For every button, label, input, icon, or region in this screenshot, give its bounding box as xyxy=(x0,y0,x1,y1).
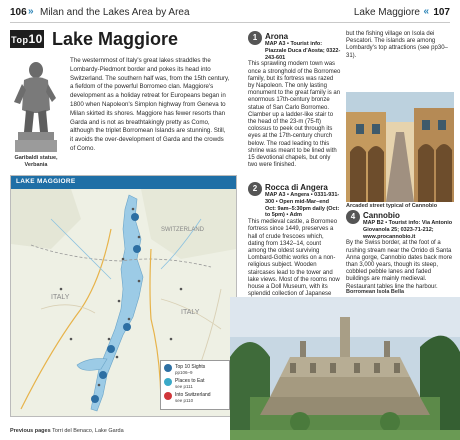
map-label-switzerland: SWITZERLAND xyxy=(161,227,205,233)
garibaldi-statue-image xyxy=(10,58,62,152)
arrow-right-icon: » xyxy=(28,6,34,17)
entry-arona: MAP A3 • Tourist info: Piazzale Duca d'Aosta; 0322-243-601 This sprawling modern town was once a stronghold of the Borromeo family, but its fortress was razed by Napoleon. The only lasting monument to the great family is an enormous 17th-century bronze statue of San Carlo Borromeo. Clamber up a ladder-like stair to the head of the 23-m (75-ft) colossus to peek out through its eyes at the 17th-century church below. The road leading to this shrine was meant to be lined with 15 devotional chapels, but only two were finished. xyxy=(248,41,341,169)
section-title-left: Milan and the Lakes Area by Area xyxy=(40,7,190,18)
lake-maggiore-map xyxy=(10,175,237,417)
map-legend xyxy=(160,360,230,410)
map-label-italy-right: ITALY xyxy=(181,309,200,316)
intro-paragraph: The westernmost of Italy's great lakes straddles the Lombardy-Piedmont border and pokes its head into Switzerland. The southern half was, from the 15th century, a fiefdom of the powerful Borromeo clan. Maggiore's development as a holiday retreat for Europeans began in 1800 when Napoleon's Simplon highway from Geneva to Milan skirted its shores. Maggiore has fewer resorts than Garda and is not as breathtakingly pretty as Como, although the triplet Borromean Islands are stunning. Still, it avoids the over-development of Garda and the crowds of Como. xyxy=(70,57,230,152)
map-header: LAKE MAGGIORE xyxy=(11,176,236,189)
page-number-right: 107 xyxy=(433,7,450,18)
statue-caption: Garibaldi statue, Verbania xyxy=(14,155,58,168)
isola-bella-photo xyxy=(230,297,460,440)
entry-rocca-di-angera: MAP A3 • Angera • 0331-931-300 • Open mid-Mar–end Oct: 9am–5:30pm daily (Oct: to 5pm) • Adm This medieval castle, a Borromeo fortress since 1449, preserves a hall of crude frescoes which, dating from 1342–14, count among the oldest surviving Lombard-Gothic works on a non-religious subject. Wooden staircases lead to the tower and lake views. Most of the rooms now house a Doll Museum, with its splendid collection of Japanese xyxy=(248,192,340,298)
header-divider xyxy=(10,22,450,23)
entry-name-rocca-di-angera: Rocca di Angera xyxy=(265,183,328,192)
legend-item: Places to Eat see p111 xyxy=(164,378,226,390)
previous-pages-caption: Previous pages Torri del Benaco, Lake Garda xyxy=(10,428,124,434)
cannobio-photo xyxy=(346,92,454,202)
legend-item: Into Switzerland see p110 xyxy=(164,392,226,404)
isola-bella-caption: Borromean Isola Bella xyxy=(346,289,405,295)
map-label-italy: ITALY xyxy=(51,294,70,301)
section-title-right: Lake Maggiore xyxy=(353,7,420,18)
entry-number-4: 4 xyxy=(346,210,360,224)
page-title: Lake Maggiore xyxy=(52,29,179,49)
page-number-left: 106 xyxy=(10,7,27,18)
top-ten-badge: Top10 xyxy=(11,32,43,46)
page-header xyxy=(0,0,460,28)
legend-swatch-icon xyxy=(164,378,172,386)
entry-number-2: 2 xyxy=(248,182,262,196)
isole-continuation-text: but the fishing village on Isola dei Pescatori. The islands are among Lombardy's top attractions (see pp30–31). xyxy=(346,31,448,59)
legend-swatch-icon xyxy=(164,364,172,372)
entry-name-arona: Arona xyxy=(265,32,289,41)
entry-cannobio: MAP B2 • Tourist info: Via Antonio Giovanola 25; 0323-71-212; www.procannobio.it By the Swiss border, at the foot of a rushing stream near the Orrido di Santa Anna gorge, Cannobio dates back more than 3,000 years, though its steep, cobbled pebble lanes and faded buildings are mainly medieval. Restaurant tables line the harbour. xyxy=(346,220,453,290)
legend-item: Top 10 Sights pp106–9 xyxy=(164,364,226,376)
legend-swatch-icon xyxy=(164,392,172,400)
arrow-left-icon: « xyxy=(423,6,429,17)
entry-name-cannobio: Cannobio xyxy=(363,211,400,220)
cannobio-photo-caption: Arcaded street typical of Cannobio xyxy=(346,203,438,209)
entry-number-1: 1 xyxy=(248,31,262,45)
